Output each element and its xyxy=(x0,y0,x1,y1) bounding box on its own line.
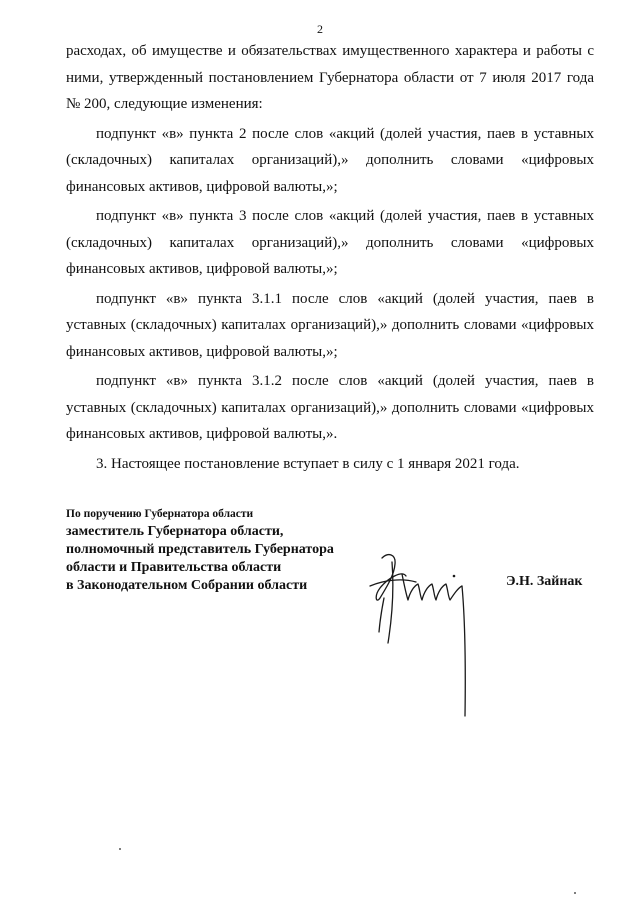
scan-artifact xyxy=(574,892,576,894)
signature-position-line: в Законодательном Собрании области xyxy=(66,578,308,593)
signature-position-line: полномочный представитель Губернатора xyxy=(66,542,334,557)
page-number: 2 xyxy=(317,22,323,36)
signature-position-line: области и Правительства области xyxy=(66,560,282,575)
paragraph-amendment-2: подпункт «в» пункта 3 после слов «акций (долей участия, паев в уставных (складочных) капиталах организаций),» дополнить словами «цифровых финансовых активов, цифровой валюты,»; xyxy=(66,208,594,277)
signer-name: Э.Н. Зайнак xyxy=(506,574,583,589)
paragraph-amendment-3: подпункт «в» пункта 3.1.1 после слов «акций (долей участия, паев в уставных (складочных) капиталах организаций),» дополнить словами «цифровых финансовых активов, цифровой валюты,»; xyxy=(66,290,594,360)
document-body xyxy=(66,38,594,477)
paragraph-amendment-1: подпункт «в» пункта 2 после слов «акций (долей участия, паев в уставных (складочных) капиталах организаций),» дополнить словами «цифровых финансовых активов, цифровой валюты,»; xyxy=(66,125,594,195)
signature-block xyxy=(66,505,396,595)
paragraph-effective-date: 3. Настоящее постановление вступает в силу с 1 января 2021 года. xyxy=(96,455,520,472)
scan-artifact xyxy=(119,848,121,850)
signature-position-line: заместитель Губернатора области, xyxy=(66,524,284,539)
paragraph-amendment-4: подпункт «в» пункта 3.1.2 после слов «акций (долей участия, паев в уставных (складочных) капиталах организаций),» дополнить словами «цифровых финансовых активов, цифровой валюты,». xyxy=(66,373,594,442)
paragraph-intro: расходах, об имуществе и обязательствах имущественного характера и работы с ними, утвержденный постановлением Губернатора области от 7 июля 2017 года № 200, следующие изменения: xyxy=(66,43,594,112)
handwritten-signature xyxy=(362,548,484,723)
signature-on-behalf: По поручению Губернатора области xyxy=(66,508,254,520)
